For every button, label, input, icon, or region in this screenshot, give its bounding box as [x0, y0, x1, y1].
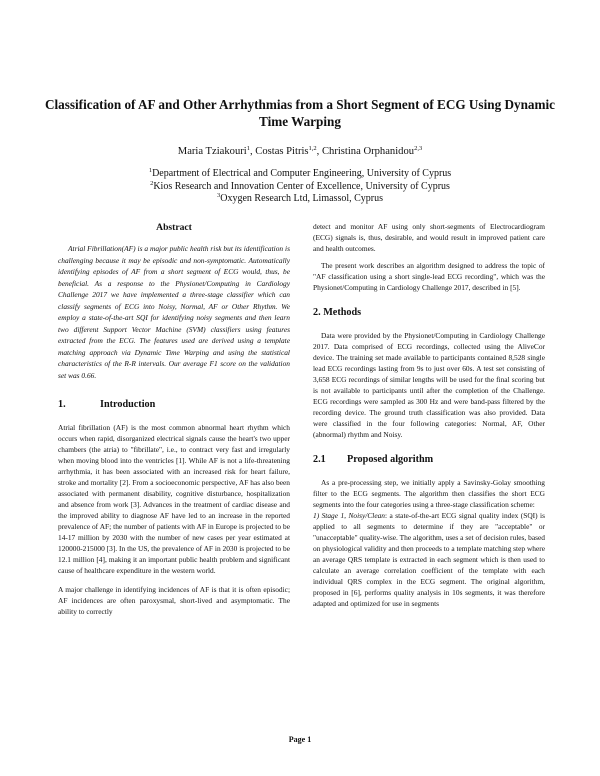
author-affil-marker: 1 [246, 145, 250, 152]
author-name: Costas Pitris [255, 146, 309, 157]
stage-text: : a state-of-the-art ECG signal quality index (SQI) is applied to all segments to determine if they are "acceptable" or "unacceptable" quality-wise. The algorithm, uses a set of decision rules, based on physiological validity and then proceeds to a template matching step where an average QRS template is extracted in each segment which is then used to calculate an average correlation coefficient of the template with each individual QRS complex in the ECG segment. The original algorithm, proposed in [6], performs quality analysis in 10s segments, it was therefore adapted and optimized for use in segments [313, 511, 545, 608]
section-heading-introduction: 1. Introduction [58, 399, 156, 410]
affiliation-list [40, 168, 560, 206]
intro-paragraph: A major challenge in identifying incidences of AF is that it is often episodic; AF incidences are often paroxysmal, short-lived and asymptomatic. The ability to correctly [58, 585, 290, 616]
intro-continued-paragraph: detect and monitor AF using only short-segments of Electrocardiogram (ECG) signals is, thus, desirable, and would result in improved patient care and health outcomes. [313, 222, 545, 253]
right-column [313, 221, 545, 609]
abstract-text: Atrial Fibrillation(AF) is a major public health risk but its identification is challenging because it may be episodic and non-symptomatic. Automatically identifying episodes of AF from a short segment of ECG would, thus, be beneficial. As a response to the Physionet/Computing in Cardiology Challenge 2017 we have implemented a three-stage classifier which can classify segments of ECG into Noisy, Normal, AF or Other Rhythm. We employ a state-of-the-art SQI for identifying noisy segments and then learn two different Support Vector Machine (SVM) classifiers using features extracted from the ECG. The features used are derived using a template matching approach via Dynamic Time Warping and using the statistical characteristics of the R-R intervals. Our average F1 score on the validation set was 0.66. [58, 244, 290, 380]
author-affil-marker: 2,3 [414, 145, 423, 152]
paper-title: Classification of AF and Other Arrhythmias from a Short Segment of ECG Using Dynamic Time Warping [44, 97, 556, 129]
intro-paragraph: Atrial fibrillation (AF) is the most common abnormal heart rhythm which occurs when rapid, disorganized electrical signals cause the heart's two upper chambers (the atria) to "fibrillate", i.e., to contract very fast and irregularly when moving blood into the ventricles [1]. While AF is not a life-threatening arrhythmia, it has been associated with an increased risk for heart failure, stroke and mortality [2]. From a socioeconomic perspective, AF has also been associated with permanent disability, cognitive disturbance, hospitalization and absence from work [3]. Advances in the treatment of cardiac disease and the improved ability to diagnose AF have led to an increase in the reported prevalence of AF; the number of patients with AF in Europe is projected to be 14-17 million by 2030 with the number of new cases per year estimated at 120000-215000 [3]. In the US, the prevalence of AF in 2030 is projected to be 12.1 million [4], making it an important public health problem and significant cause of healthcare expenditure in the western world. [58, 423, 290, 575]
affiliation: $^2$Kios Research and Innovation Center of Excellence, University of Cyprus [150, 179, 450, 192]
page-number: Page 1 [288, 735, 312, 744]
section-heading-proposed-algorithm: 2.1 Proposed algorithm [313, 454, 434, 465]
methods-paragraph: Data were provided by the Physionet/Computing in Cardiology Challenge 2017. Data comprised of ECG recordings, collected using the AliveCor device. The training set made available to participants contained 8,528 single lead ECG recordings lasting from 9s to just over 60s. A test set consisting of 3,658 ECG recordings of similar lengths will be used for the final scoring but is not available to participants until after the completion of the Challenge. ECG recordings were sampled as 300 Hz and were band-pass filtered by the recording device. The ground truth classification was also provided. Data were classified in the four following categories: Normal, AF, Other (abnormal) rhythm and Noisy. [313, 331, 545, 439]
stage-label: 1) Stage 1, Noisy/Clean [313, 511, 386, 520]
left-column [58, 222, 290, 617]
author-name: Maria Tziakouri [177, 146, 247, 157]
proposed-paragraph: As a pre-processing step, we initially apply a Savinsky-Golay smoothing filter to the ECG segments. The algorithm then classifies the short ECG segments into the four categories using a three-stage classification scheme: [313, 478, 545, 509]
author-affil-marker: 1,2 [308, 145, 317, 152]
affiliation: $^3$Oxygen Research Ltd, Limassol, Cyprus [217, 192, 383, 204]
abstract-heading: Abstract [156, 222, 192, 233]
stage-paragraph [313, 510, 545, 609]
author-list: Maria Tziakouri$^1$, Costas Pitris$^{1,2}$, Christina Orphanidou$^{2,3}$ [177, 145, 423, 157]
affiliation: $^1$Department of Electrical and Computer Engineering, University of Cyprus [148, 167, 452, 179]
section-heading-methods: 2. Methods [313, 307, 362, 318]
author-name: Christina Orphanidou [321, 146, 415, 157]
intro-continued-paragraph: The present work describes an algorithm designed to address the topic of "AF classification using a short single-lead ECG recording", which was the Physionet/Computing in Cardiology Challenge 2017, described in [5]. [313, 261, 545, 292]
